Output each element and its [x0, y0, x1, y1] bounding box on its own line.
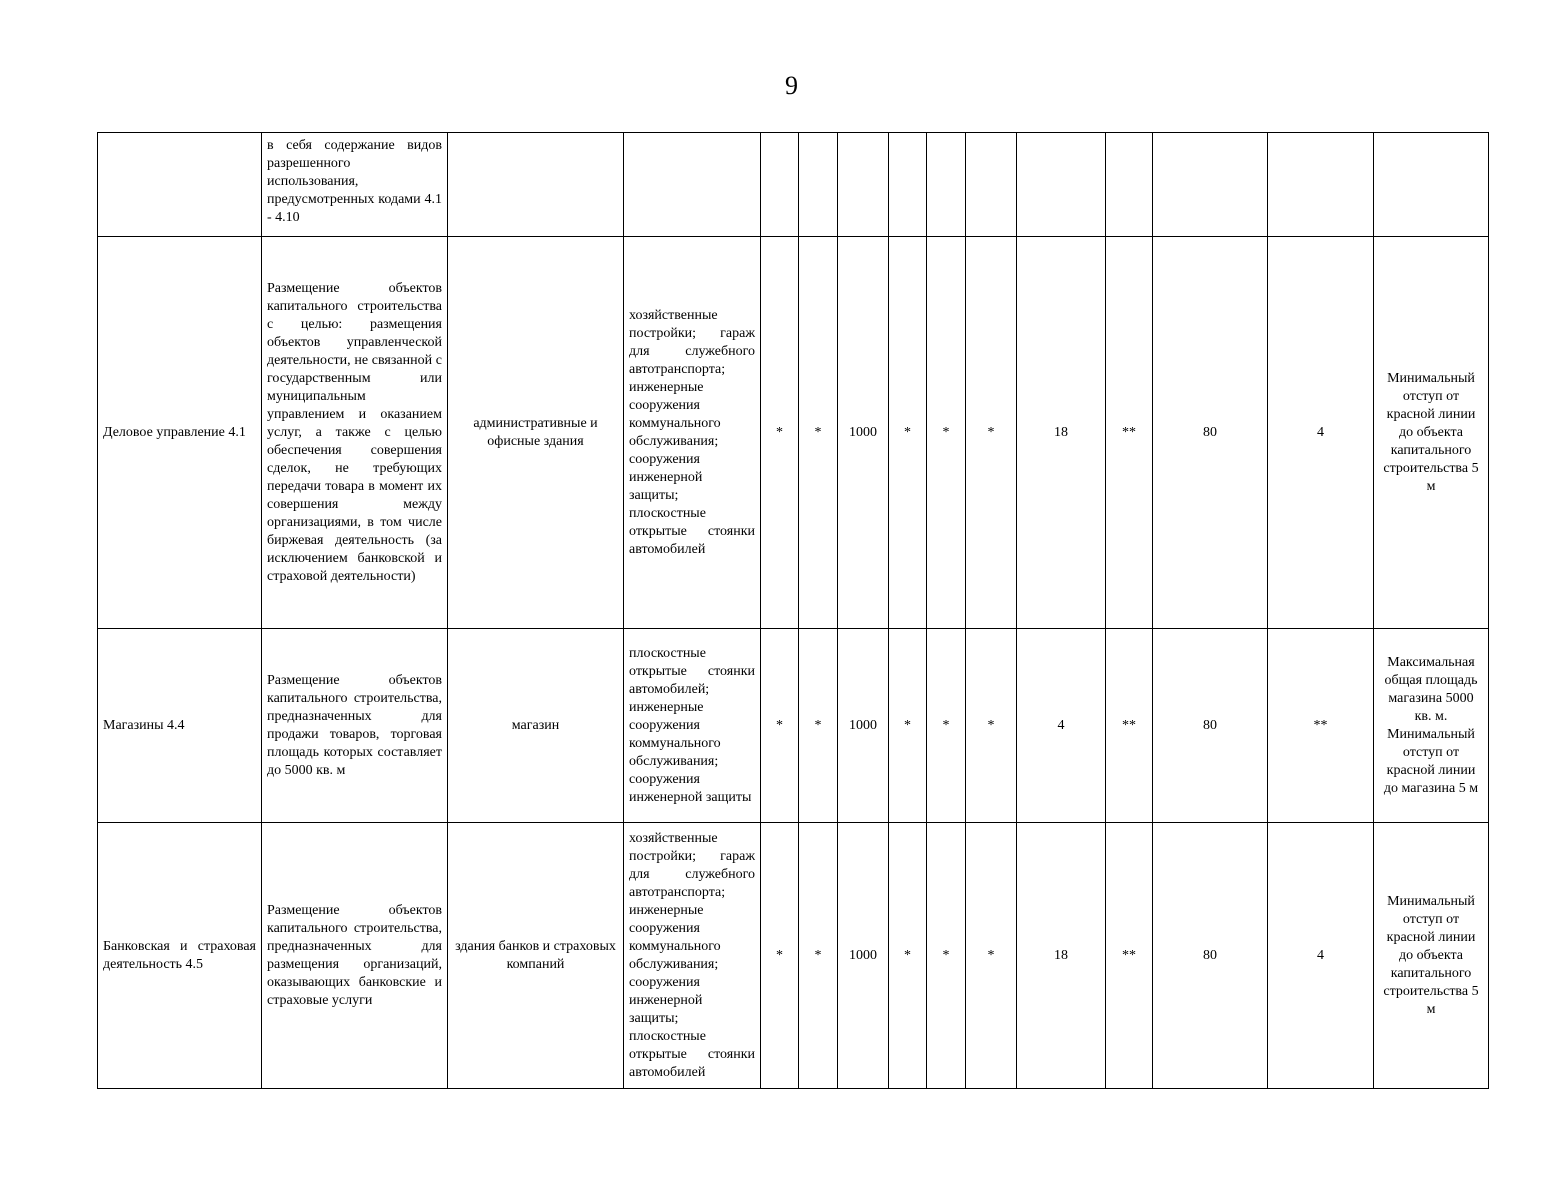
page-number: 9 — [785, 71, 798, 100]
param-cell: * — [927, 823, 966, 1089]
row-description-cell: Размещение объектов капитального строительства, предназначенных для продажи товаров, торговая площадь которых составляет до 5000 кв. м — [262, 629, 448, 823]
row-main-building-cell — [448, 133, 624, 237]
row-main-building-cell: административные и офисные здания — [448, 237, 624, 629]
param-cell — [1106, 133, 1153, 237]
row-auxiliary-cell: плоскостные открытые стоянки автомобилей; инженерные сооружения коммунального обслуживания; сооружения инженерной защиты — [624, 629, 761, 823]
row-note-cell: Минимальный отступ от красной линии до объекта капитального строительства 5 м — [1374, 237, 1489, 629]
table-row — [98, 823, 1489, 1089]
param-cell — [761, 133, 799, 237]
param-cell: * — [889, 629, 927, 823]
param-cell — [1268, 133, 1374, 237]
param-cell: * — [927, 237, 966, 629]
param-cell — [966, 133, 1017, 237]
param-cell — [1153, 133, 1268, 237]
row-auxiliary-cell: хозяйственные постройки; гараж для служебного автотранспорта; инженерные сооружения коммунального обслуживания; сооружения инженерной защиты; плоскостные открытые стоянки автомобилей — [624, 237, 761, 629]
row-name-cell: Деловое управление 4.1 — [98, 237, 262, 629]
param-cell: * — [799, 237, 838, 629]
land-use-table — [97, 132, 1489, 1089]
row-auxiliary-cell: хозяйственные постройки; гараж для служебного автотранспорта; инженерные сооружения коммунального обслуживания; сооружения инженерной защиты; плоскостные открытые стоянки автомобилей — [624, 823, 761, 1089]
param-cell: 4 — [1017, 629, 1106, 823]
param-cell: * — [761, 823, 799, 1089]
row-name-cell: Банковская и страховая деятельность 4.5 — [98, 823, 262, 1089]
param-cell: * — [799, 823, 838, 1089]
param-cell: 80 — [1153, 237, 1268, 629]
row-description-cell: Размещение объектов капитального строительства, предназначенных для размещения организаций, оказывающих банковские и страховые услуги — [262, 823, 448, 1089]
row-description-cell: Размещение объектов капитального строительства с целью: размещения объектов управленческой деятельности, не связанной с государственным или муниципальным управлением и оказанием услуг, а также с целью обеспечения совершения сделок, не требующих передачи товара в момент их совершения между организациями, в том числе биржевая деятельность (за исключением банковской и страховой деятельности) — [262, 237, 448, 629]
param-cell: 80 — [1153, 823, 1268, 1089]
param-cell: ** — [1106, 823, 1153, 1089]
param-cell: * — [966, 823, 1017, 1089]
table-row — [98, 629, 1489, 823]
row-main-building-cell: магазин — [448, 629, 624, 823]
param-cell: ** — [1106, 629, 1153, 823]
param-cell: 1000 — [838, 629, 889, 823]
param-cell — [889, 133, 927, 237]
param-cell: * — [761, 629, 799, 823]
param-cell: * — [889, 237, 927, 629]
param-cell: 1000 — [838, 823, 889, 1089]
param-cell: * — [966, 237, 1017, 629]
param-cell: 4 — [1268, 237, 1374, 629]
param-cell: * — [761, 237, 799, 629]
row-description-cell: в себя содержание видов разрешенного использования, предусмотренных кодами 4.1 - 4.10 — [262, 133, 448, 237]
row-note-cell: Максимальная общая площадь магазина 5000 кв. м. Минимальный отступ от красной линии до магазина 5 м — [1374, 629, 1489, 823]
param-cell: 4 — [1268, 823, 1374, 1089]
param-cell: 1000 — [838, 237, 889, 629]
param-cell: 18 — [1017, 237, 1106, 629]
table-row — [98, 133, 1489, 237]
param-cell: * — [966, 629, 1017, 823]
param-cell — [838, 133, 889, 237]
param-cell: 18 — [1017, 823, 1106, 1089]
param-cell: 80 — [1153, 629, 1268, 823]
param-cell — [799, 133, 838, 237]
param-cell — [1017, 133, 1106, 237]
row-note-cell: Минимальный отступ от красной линии до объекта капитального строительства 5 м — [1374, 823, 1489, 1089]
param-cell: * — [889, 823, 927, 1089]
param-cell — [927, 133, 966, 237]
param-cell: * — [799, 629, 838, 823]
row-main-building-cell: здания банков и страховых компаний — [448, 823, 624, 1089]
row-name-cell — [98, 133, 262, 237]
param-cell: ** — [1106, 237, 1153, 629]
param-cell: ** — [1268, 629, 1374, 823]
row-auxiliary-cell — [624, 133, 761, 237]
row-name-cell: Магазины 4.4 — [98, 629, 262, 823]
param-cell: * — [927, 629, 966, 823]
row-note-cell — [1374, 133, 1489, 237]
table-row — [98, 237, 1489, 629]
